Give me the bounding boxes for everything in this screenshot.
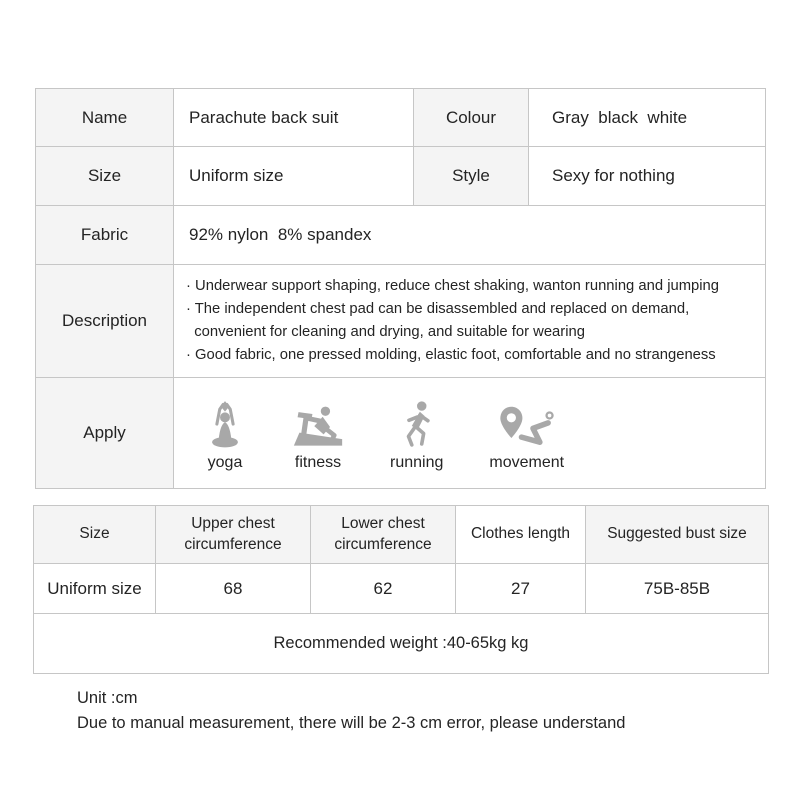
size-chart-cell-size: Uniform size [34,564,156,614]
spec-value-fabric: 92% nylon 8% spandex [174,206,766,265]
description-line: · The independent chest pad can be disassembled and replaced on demand, [186,301,690,317]
size-chart-cell-upper-chest: 68 [156,564,311,614]
spec-row-apply [36,378,766,489]
size-chart-cell-bust-size: 75B-85B [586,564,769,614]
spec-value-colour: Gray black white [529,89,766,147]
apply-item-label: yoga [207,454,243,471]
apply-item-label: movement [489,454,565,471]
spec-label-style: Style [414,147,529,206]
apply-item-label: running [390,454,444,471]
size-chart-header-row [34,506,769,564]
description-line: · Underwear support shaping, reduce chest shaking, wanton running and jumping [186,278,720,294]
spec-label-size: Size [36,147,174,206]
spec-value-style: Sexy for nothing [529,147,766,206]
description-line: · Good fabric, one pressed molding, elastic foot, comfortable and no strangeness [186,347,716,363]
spec-label-apply: Apply [36,378,174,489]
movement-icon [497,394,557,450]
recommended-weight-row [34,614,769,674]
fitness-icon [292,394,344,450]
spec-row-size [36,147,766,206]
size-chart-cell-clothes-length: 27 [456,564,586,614]
size-chart-table [33,505,769,674]
unit-note: Unit :cm [77,689,138,707]
size-chart-data-row [34,564,769,614]
apply-item-label: fitness [294,454,342,471]
recommended-weight-note: Recommended weight :40-65kg kg [34,614,769,674]
size-chart-header-clothes-length: Clothes length [456,506,586,564]
spec-value-size: Uniform size [174,147,414,206]
apply-items [174,394,765,472]
size-chart-header-lower-chest: Lower chest circumference [311,506,456,564]
spec-value-apply [174,378,766,489]
spec-row-description [36,265,766,378]
spec-label-colour: Colour [414,89,529,147]
measurement-note: Due to manual measurement, there will be 2-3 cm error, please understand [77,714,626,732]
yoga-icon [204,394,246,450]
apply-item-running [390,394,443,472]
spec-label-name: Name [36,89,174,147]
apply-item-movement [489,394,564,472]
apply-item-yoga [204,394,246,472]
running-icon [399,394,435,450]
footer-notes [77,686,625,736]
spec-label-description: Description [36,265,174,378]
spec-value-description [174,265,766,378]
spec-row-name [36,89,766,147]
apply-item-fitness [292,394,344,472]
description-line: convenient for cleaning and drying, and suitable for wearing [186,324,585,340]
spec-label-fabric: Fabric [36,206,174,265]
size-chart-header-size: Size [34,506,156,564]
product-spec-table [35,88,766,489]
size-chart-header-bust-size: Suggested bust size [586,506,769,564]
spec-value-name: Parachute back suit [174,89,414,147]
size-chart-cell-lower-chest: 62 [311,564,456,614]
spec-row-fabric [36,206,766,265]
size-chart-header-upper-chest: Upper chest circumference [156,506,311,564]
